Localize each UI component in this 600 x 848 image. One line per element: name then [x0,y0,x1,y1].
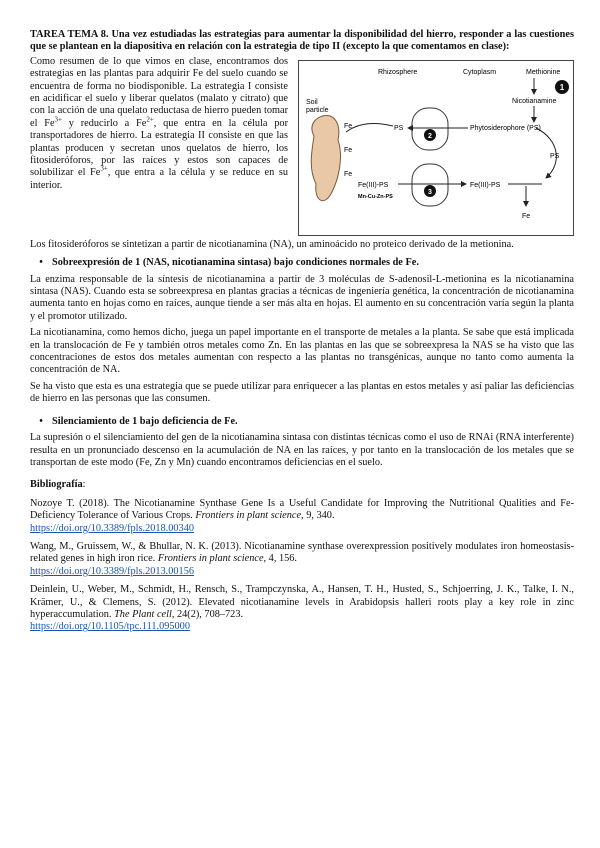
reference-3-tail: , 24(2), 708–723. [171,608,244,620]
strategy-ii-diagram [298,60,574,236]
soil-label-1: Soil [306,98,318,106]
assignment-title: TAREA TEMA 8. Una vez estudiadas las estrategias para aumentar la disponibilidad del hierro, responder a las cuestiones que se plantean en la diapositiva en relación con la estrategia de tipo II (excepto la que comentamos en clase): [30,29,574,53]
soil-label-2: particle [306,106,329,114]
intro-text-c: , que entra en la célula por transportadores de hierro. La estrategia II consiste en que las plantas producen y secretan unos quelatos de hierro, los fitosideróforos, por las raíces y estos son capaces de solubilizar el Fe [30,117,288,179]
fe-label-cyto: Fe [522,212,531,220]
bullet-1: • [39,257,43,269]
intro-text-b: y reducirlo a Fe [61,117,147,129]
section-1-paragraph-1: La enzima responsable de la síntesis de nicotianamina a partir de 3 moléculas de S-adenosil-L-metionina es la nicotianamina sintasa (NAS). Cuando esta se sobreexpresa en plantas gracias a técnicas de ingeniería genética, la concentración de nicotianamina aumenta tanto en hojas como en raíces, aunque tiende a ser más alta en hojas. El aumento en su concentración varía según la planta y el promotor utilizado. [30,273,574,322]
rhizosphere-label: Rhizosphere [378,68,418,76]
ps-label-rhizo: PS [394,124,404,132]
reference-3-text: Deinlein, U., Weber, M., Schmidt, H., Rensch, S., Trampczynska, A., Hansen, T. H., Husted, S., Schjoerring, J. K., Talke, I. N., Krämer, U., & Clemens, S. (2012). Elevated nicotianamine levels in Arabidopsis halleri roots play a key role in zinc hyperaccumulation. [30,584,574,620]
intro-text-d: , que entra a la célula y se reduce en su interior. [30,167,288,191]
step-2-number: 2 [428,132,432,140]
document-page [30,29,574,640]
methionine-label: Methionine [526,68,561,76]
section-2-heading [30,416,574,428]
bullet-2: • [39,415,43,427]
section-2-paragraph-1: La supresión o el silenciamiento del gen de la nicotianamina sintasa con distintas técnicas como el uso de RNAi (RNA interferente) resulta en un pronunciado descenso en la acumulación de NA en las raíces, y por tanto en la translocación de los metales que se transportan de este modo (Fe, Zn y Mn) cuando encontramos deficiencias en el suelo. [30,432,574,468]
cytoplasm-label: Cytoplasm [463,68,497,76]
reference-3-journal: The Plant cell [114,608,172,620]
reference-2 [30,541,574,578]
section-1-title: Sobreexpresión de 1 (NAS, nicotianamina sintasa) bajo condiciones normales de Fe. [52,257,419,269]
fe-label-1: Fe [344,122,353,130]
fe-label-2: Fe [344,146,353,154]
bibliography-title: Bibliografía [30,479,83,491]
reference-2-tail: , 4, 156. [263,553,297,565]
section-1-heading [30,257,574,269]
step-3-number: 3 [428,188,432,196]
metal-ps-label: Mn-Cu-Zn-PS [358,193,393,200]
reference-3 [30,584,574,634]
superscript-3plus-b: 3+ [100,165,108,174]
section-1-paragraph-3: Se ha visto que esta es una estrategia que se puede utilizar para enriquecer a las plantas en estos metales y así paliar las deficiencias de hierro en las personas que las consumen. [30,380,574,405]
nicotianamine-label: Nicotianamine [512,97,557,105]
intro-text-a: Como resumen de lo que vimos en clase, encontramos dos estrategias en las plantas para adquirir Fe del suelo cuando se encuentra de forma no biodisponible. La estrategia I consiste en acidificar el suelo y liberar quelatos (malato y citrato) que con la acción de una quelato reductasa de hierro pueden tomar el Fe [30,55,288,129]
bibliography-colon: : [82,479,86,491]
reference-1-link[interactable]: https://doi.org/10.3389/fpls.2018.00340 [30,522,194,534]
reference-3-link[interactable]: https://doi.org/10.1105/tpc.111.095000 [30,621,190,633]
reference-1-tail: , 9, 340. [301,510,335,522]
section-1-paragraph-2: La nicotianamina, como hemos dicho, juega un papel importante en el transporte de metales a la planta. Se sabe que está implicada en la translocación de Fe y también otros metales como Zn. En las plantas en las que se sobreexpresa la NAS se ha visto que las concentraciones de estos dos metales aumentan con respecto a las plantas no transgénicas, aunque no tanto como aumenta la concentración de NA. [30,327,574,376]
reference-1-journal: Frontiers in plant science [195,510,302,522]
ps-label-cyto: PS [550,152,560,160]
phytosiderophore-label: Phytosiderophore (PS) [470,124,541,132]
superscript-2plus: 2+ [146,115,154,124]
fe-ps-label-cyto: Fe(III)-PS [470,181,501,189]
step-1-number: 1 [559,82,565,92]
fe-ps-label-rhizo: Fe(III)-PS [358,181,389,189]
fe-label-3: Fe [344,170,353,178]
reference-2-link[interactable]: https://doi.org/10.3389/fpls.2013.00156 [30,565,194,577]
intro-paragraph [30,56,288,192]
reference-1 [30,498,574,535]
superscript-3plus: 3+ [54,115,62,124]
intro-paragraph-2: Los fitosideróforos se sintetizan a partir de nicotianamina (NA), un aminoácido no proteico derivado de la metionina. [30,238,514,250]
reference-2-journal: Frontiers in plant science [157,553,264,565]
bibliography-heading [30,479,574,491]
reference-2-text: Wang, M., Gruissem, W., & Bhullar, N. K. (2013). Nicotianamine synthase overexpression positively modulates iron homeostasis-related genes in high iron rice. [30,540,574,565]
intro-two-column [30,56,574,239]
reference-1-text: Nozoye T. (2018). The Nicotianamine Synthase Gene Is a Useful Candidate for Improving the Nutritional Qualities and Fe-Deficiency Tolerance of Various Crops. [30,497,574,522]
section-2-title: Silenciamiento de 1 bajo deficiencia de Fe. [52,415,238,427]
